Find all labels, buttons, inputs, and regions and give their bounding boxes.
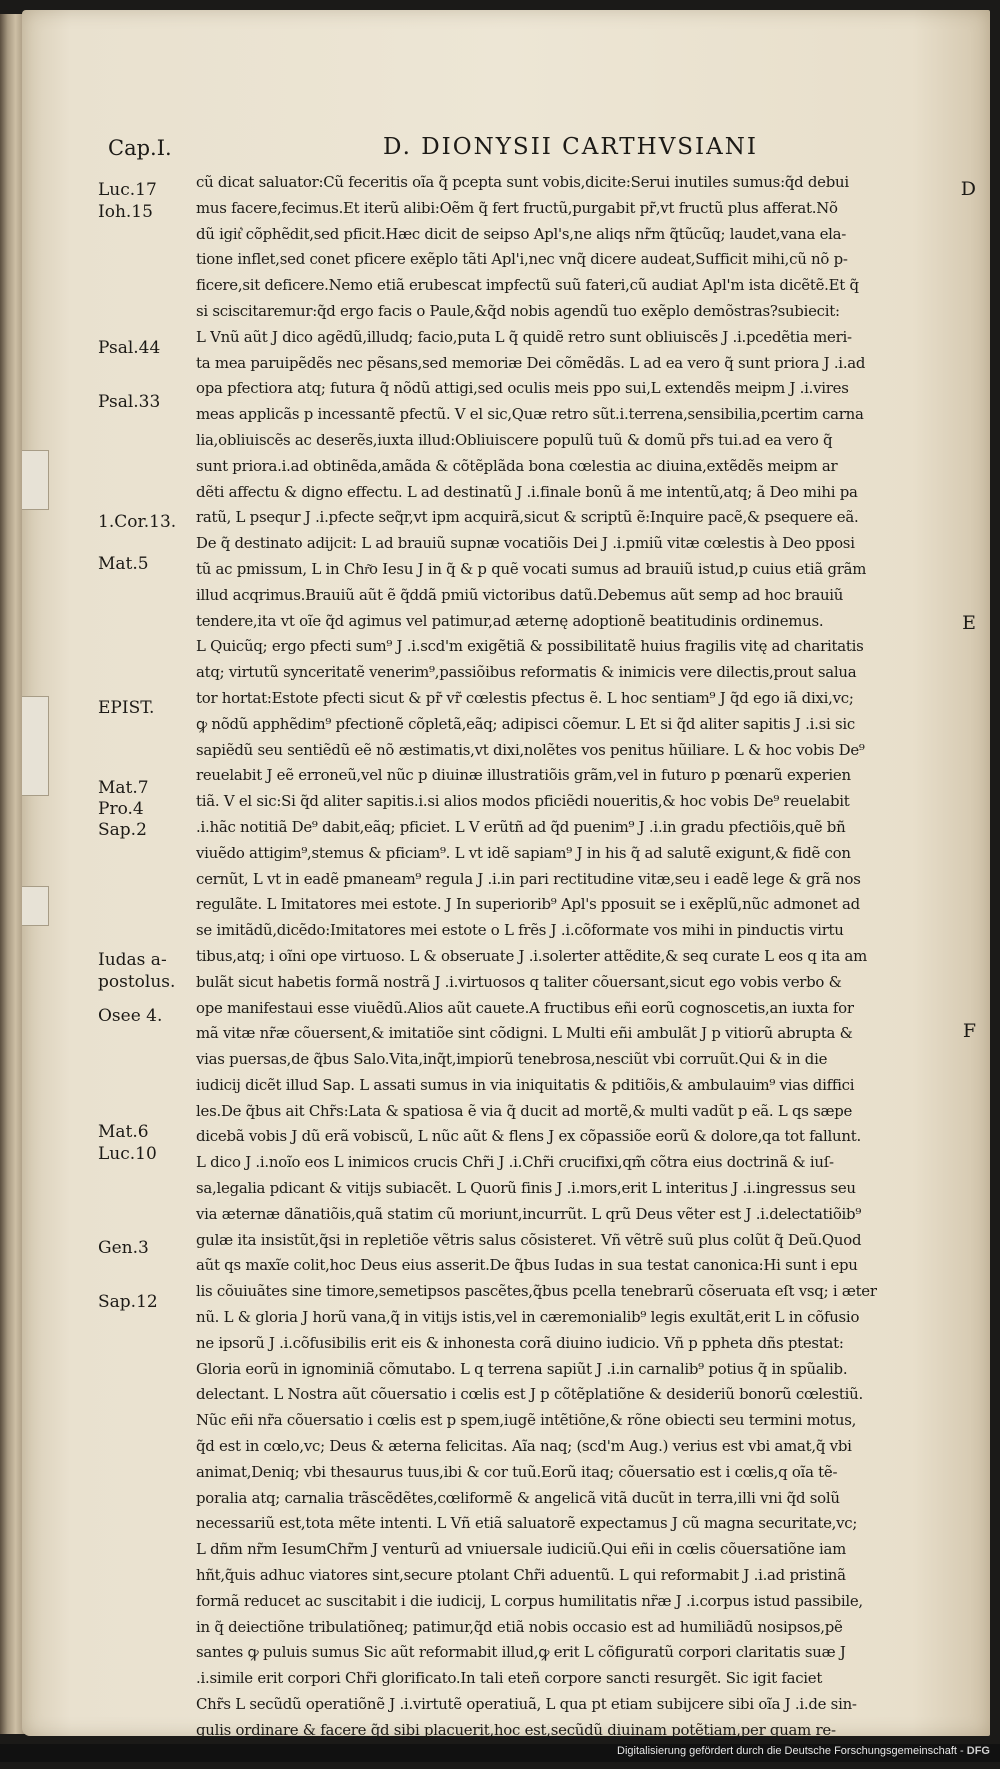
text-line: ficere,sit deficere.Nemo etiã erubescat impfectũ suũ fateri,cũ audiat Apl'm ista dicẽtẽ.Et q̃: [196, 276, 859, 295]
text-line: .i.hãc notitiã De⁹ dabit,eãq; pficiet. L V erũtñ ad q̃d puenim⁹ J .i.in gradu pfectiõis,quẽ bñ: [196, 817, 846, 836]
dfg-logo: DFG: [966, 1745, 990, 1757]
text-line: q̃d est in cœlo,vc; Deus & æterna felicitas. Aĩa naq; (scd'm Aug.) verius est vbi amat,q̃ vbi: [196, 1437, 852, 1456]
marginal-note: Osee 4.: [98, 1006, 163, 1026]
text-line: poralia atq; carnalia trãscẽdẽtes,cœliformẽ & angelicã vitã ducũt in terra,illi vni q̃d solũ: [196, 1488, 840, 1507]
text-line: via æternæ dãnatiõis,quã statim cũ moriunt,incurrũt. L qrũ Deus vẽter est J .i.delectatiõib⁹: [196, 1204, 862, 1223]
text-line: aũt qs maxĩe colit,hoc Deus eius asserit.De q̃bus Iudas in sua testat canonica:Hi sunt i epu: [196, 1256, 858, 1275]
page-tab-marker: [22, 450, 49, 510]
marginal-note: postolus.: [98, 972, 176, 992]
credit-text: Digitalisierung gefördert durch die Deutsche Forschungsgemeinschaft -: [617, 1745, 964, 1757]
text-line: ratũ, L psequr J .i.pfecte seq̃r,vt ipm acquirã,sicut & scriptũ ẽ:Inquire pacẽ,& psequere eã.: [196, 508, 859, 527]
marginal-note: Luc.10: [98, 1144, 157, 1164]
marginal-note: EPIST.: [98, 698, 155, 718]
marginal-note: Sap.2: [98, 820, 147, 840]
text-line: Gloria eorũ in ignominiã cõmutabo. L q terrena sapiũt J .i.in carnalib⁹ potius q̃ in spũalib.: [196, 1359, 848, 1378]
text-line: L Quicũq; ergo pfecti sum⁹ J .i.scd'm exigẽtiã & possibilitatẽ huius fragilis vitę ad charitatis: [196, 637, 864, 656]
text-line: hñt,q̃uis adhuc viatores sint,secure ptolant Chr̃i aduentũ. L qui reformabit J .i.ad pristinã: [196, 1566, 846, 1585]
text-line: sapiẽdũ seu sentiẽdũ eẽ nõ æstimatis,vt dixi,nolẽtes vos penitus hũiliare. L & hoc vobis De⁹: [196, 740, 865, 759]
text-line: tibus,atq; i oĩni ope virtuoso. L & obseruate J .i.solerter attẽdite,& seq curate L eos q ita am: [196, 946, 867, 965]
page-title: D. DIONYSII CARTHVSIANI: [383, 134, 758, 160]
text-line: lia,obliuiscẽs ac deserẽs,iuxta illud:Obliuiscere populũ tuũ & domũ pr̃s tui.ad ea vero q̃: [196, 430, 833, 449]
marginal-note: Mat.7: [98, 778, 149, 798]
text-line: regulãte. L Imitatores mei estote. J In superiorib⁹ Apl's pposuit se i exẽplũ,nũc admonet ad: [196, 895, 860, 914]
section-letter-e: E: [962, 612, 976, 634]
text-line: ꝙ nõdũ apphẽdim⁹ pfectionẽ cõpletã,eãq; adipisci cõemur. L Et si q̃d aliter sapitis J .i.si sic: [196, 714, 855, 733]
running-head: [108, 136, 808, 166]
text-line: se imitãdũ,dicẽdo:Imitatores mei estote o L frẽs J .i.cõformate vos mihi in pinductis virtu: [196, 921, 844, 940]
text-line: sunt priora.i.ad obtinẽda,amãda & cõtẽplãda bona cœlestia ac diuina,extẽdẽs meipm ar: [196, 456, 838, 475]
text-line: De q̃ destinato adijcit: L ad brauiũ supnæ vocatiõis Dei J .i.pmiũ vitæ cœlestis à Deo pposi: [196, 534, 855, 553]
text-line: mus facere,fecimus.Et iterũ alibi:Oẽm q̃ fert fructũ,purgabit pr̃,vt fructũ plus afferat.Nõ: [196, 198, 838, 217]
text-line: in q̃ deiectiõne tribulatiõneq; patimur,q̃d etiã nobis occasio est ad humiliãdũ nosipsos,pẽ: [196, 1617, 843, 1636]
text-line: gulis ordinare & facere q̃d sibi placuerit,hoc est,secũdũ diuinam potẽtiam,per quam re-: [196, 1720, 836, 1739]
text-line: dẽti affectu & digno effectu. L ad destinatũ J .i.finale bonũ ã me intentũ,atq; ã Deo mihi pa: [196, 482, 858, 501]
marginal-note: Mat.5: [98, 554, 149, 574]
text-line: gulæ ita insistũt,q̃si in repletiõe vẽtris salus cõsisteret. Vñ vẽtrẽ suũ plus colũt q̃ Deũ.Quod: [196, 1230, 862, 1249]
text-line: bulãt sicut habetis formã nostrã J .i.virtuosos q taliter cõuersant,sicut ego vobis verbo &: [196, 972, 842, 991]
page-tab-marker: [22, 886, 49, 926]
digitization-credit: [617, 1745, 990, 1757]
text-line: Nũc eñi nr̃a cõuersatio i cœlis est p spem,iugẽ intẽtiõne,& rõne obiecti seu termini motus,: [196, 1411, 857, 1430]
text-line: tione inflet,sed conet pficere exẽplo tãti Apl'i,nec vnq̃ dicere audeat,Sufficit mihi,cũ nõ p-: [196, 250, 848, 269]
text-line: reuelabit J eẽ erroneũ,vel nũc p diuinæ illustratiõis grãm,vel in futuro p pœnarũ experien: [196, 766, 851, 785]
text-line: formã reducet ac suscitabit i die iudicij, L corpus humilitatis nr̃æ J .i.corpus istud passibile,: [196, 1591, 863, 1610]
text-line: tor hortat:Estote pfecti sicut & pr̃ vr̃ cœlestis pfectus ẽ. L hoc sentiam⁹ J q̃d ego iã dixi,vc;: [196, 688, 854, 707]
chapter-label: Cap.I.: [108, 136, 172, 160]
text-line: tiã. V el sic:Si q̃d aliter sapitis.i.si alios modos pficiẽdi noueritis,& hoc vobis De⁹ reuelabit: [196, 792, 850, 811]
text-line: tendere,ita vt oĩe q̃d agimus vel patimur,ad æternę adoptionẽ beatitudinis ordinemus.: [196, 611, 824, 630]
text-line: meas applicãs p incessantẽ pfectũ. V el sic,Quæ retro sũt.i.terrena,sensibilia,pcertim carna: [196, 405, 864, 424]
text-line: ne ipsorũ J .i.cõfusibilis erit eis & inhonesta corã diuino iudicio. Vñ p ppheta dñs ptestat:: [196, 1333, 844, 1352]
marginal-note: Mat.6: [98, 1122, 149, 1142]
marginal-note: Iudas a-: [98, 950, 167, 970]
text-line: dũ igit͛ cõphẽdit,sed pficit.Hæc dicit de seipso Apl's,ne aliqs nr̃m q̃tũcũq; laudet,vana ela-: [196, 224, 847, 243]
text-line: cũ dicat saluator:Cũ feceritis oĩa q̃ pcepta sunt vobis,dicite:Serui inutiles sumus:q̃d debui: [196, 173, 849, 191]
marginal-note: Psal.44: [98, 338, 161, 358]
text-line: si sciscitaremur:q̃d ergo facis o Paule,&q̃d nobis agendũ tuo exẽplo demõstras?subiecit:: [196, 301, 840, 320]
text-line: atq; virtutũ synceritatẽ venerim⁹,passiõibus reformatis & inimicis vere dilectis,prout salua: [196, 663, 857, 682]
text-line: nũ. L & gloria J horũ vana,q̃ in vitijs istis,vel in cæremonialib⁹ legis exultãt,erit L in cõfusio: [196, 1308, 860, 1327]
section-letter-d: D: [960, 178, 976, 200]
text-line: dicebã vobis J dũ erã vobiscũ, L nũc aũt & flens J ex cõpassiõe eorũ & dolore,qa tot fallunt.: [196, 1127, 861, 1146]
text-line: ope manifestaui esse viuẽdũ.Alios aũt cauete.A fructibus eñi eorũ cognoscetis,an iuxta for: [196, 998, 854, 1017]
text-line: animat,Deniq; vbi thesaurus tuus,ibi & cor tuũ.Eorũ itaq; cõuersatio est i cœlis,q oĩa tẽ-: [196, 1462, 838, 1481]
marginal-note: Ioh.15: [98, 202, 153, 222]
marginal-note: Sap.12: [98, 1292, 158, 1312]
text-line: cernũt, L vt in eadẽ pmaneam⁹ regula J .i.in pari rectitudine vitæ,seu i eadẽ lege & grã nos: [196, 869, 861, 888]
body-text: [196, 170, 970, 1739]
text-line: opa pfectiora atq; futura q̃ nõdũ attigi,sed oculis meis ppo sui,L extendẽs meipm J .i.vires: [196, 379, 849, 398]
text-line: mã vitæ nr̃æ cõuersent,& imitatiõe sint cõdigni. L Multi eñi ambulãt J p vitiorũ abrupta &: [196, 1024, 853, 1043]
text-line: vias puersas,de q̃bus Salo.Vita,inq̃t,impiorũ tenebrosa,nesciũt vbi corruũt.Qui & in die: [196, 1050, 828, 1069]
text-line: L dico J .i.noĩo eos L inimicos crucis Chr̃i J .i.Chr̃i crucifixi,qm̃ cõtra eius doctrinã & iuſ-: [196, 1153, 834, 1172]
text-line: tũ ac pmissum, L in Chr͂o Iesu J in q̃ & p quẽ vocati sumus ad brauiũ istud,p cuius etiã grãm: [196, 559, 867, 578]
text-line: L Vnũ aũt J dico agẽdũ,illudq; facio,puta L q̃ quidẽ retro sunt obliuiscẽs J .i.pcedẽtia meri-: [196, 327, 852, 346]
text-line: L dñm nr̃m IesumChr̃m J venturũ ad vniuersale iudiciũ.Qui eñi in cœlis cõuersatiõne iam: [196, 1540, 846, 1559]
text-line: necessariũ est,tota mẽte intenti. L Vñ etiã saluatorẽ expectamus J cũ magna securitate,vc;: [196, 1514, 858, 1533]
text-line: les.De q̃bus ait Chr̃s:Lata & spatiosa ẽ via q̃ ducit ad mortẽ,& multi vadũt p eã. L qs sæpe: [196, 1101, 853, 1120]
text-line: .i.simile erit corpori Chr̃i glorificato.In tali eteñ corpore sancti resurgẽt. Sic igit faciet: [196, 1669, 823, 1688]
text-line: iudicij dicẽt illud Sap. L assati sumus in via iniquitatis & pditiõis,& ambulauim⁹ vias diffici: [196, 1075, 855, 1094]
section-letter-f: F: [962, 1020, 976, 1042]
text-line: viuẽdo attigim⁹,stemus & pficiam⁹. L vt idẽ sapiam⁹ J in his q̃ ad salutẽ exigunt,& fidẽ con: [196, 843, 851, 862]
text-line: sa,legalia pdicant & vitijs subiacẽt. L Quorũ finis J .i.mors,erit L interitus J .i.ingressus seu: [196, 1179, 856, 1198]
marginal-note: 1.Cor.13.: [98, 512, 177, 532]
text-line: lis cõuiuãtes sine timore,semetipsos pascẽtes,q̃bus pcella tenebrarũ cõseruata eſt vsq; i æter: [196, 1282, 877, 1301]
text-line: Chr̃s L secũdũ operatiõnẽ J .i.virtutẽ operatiuã, L qua pt etiam subijcere sibi oĩa J .i.de sin-: [196, 1695, 857, 1714]
text-line: santes ꝙ puluis sumus Sic aũt reformabit illud,ꝙ erit L cõfiguratũ corpori claritatis suæ J: [196, 1643, 846, 1662]
text-line: illud acqrimus.Brauiũ aũt ẽ q̃ddã pmiũ victoribus datũ.Debemus aũt semp ad hoc brauiũ: [196, 585, 844, 604]
marginal-notes: [98, 182, 198, 1502]
text-line: ta mea paruipẽdẽs nec pẽsans,sed memoriæ Dei cõmẽdãs. L ad ea vero q̃ sunt priora J .i.ad: [196, 353, 866, 372]
page-tab-marker: [22, 696, 49, 796]
marginal-note: Psal.33: [98, 392, 161, 412]
marginal-note: Gen.3: [98, 1238, 149, 1258]
marginal-note: Luc.17: [98, 180, 157, 200]
text-line: delectant. L Nostra aũt cõuersatio i cœlis est J p cõtẽplatiõne & desideriũ bonorũ cœlestiũ.: [196, 1385, 863, 1404]
marginal-note: Pro.4: [98, 799, 144, 819]
